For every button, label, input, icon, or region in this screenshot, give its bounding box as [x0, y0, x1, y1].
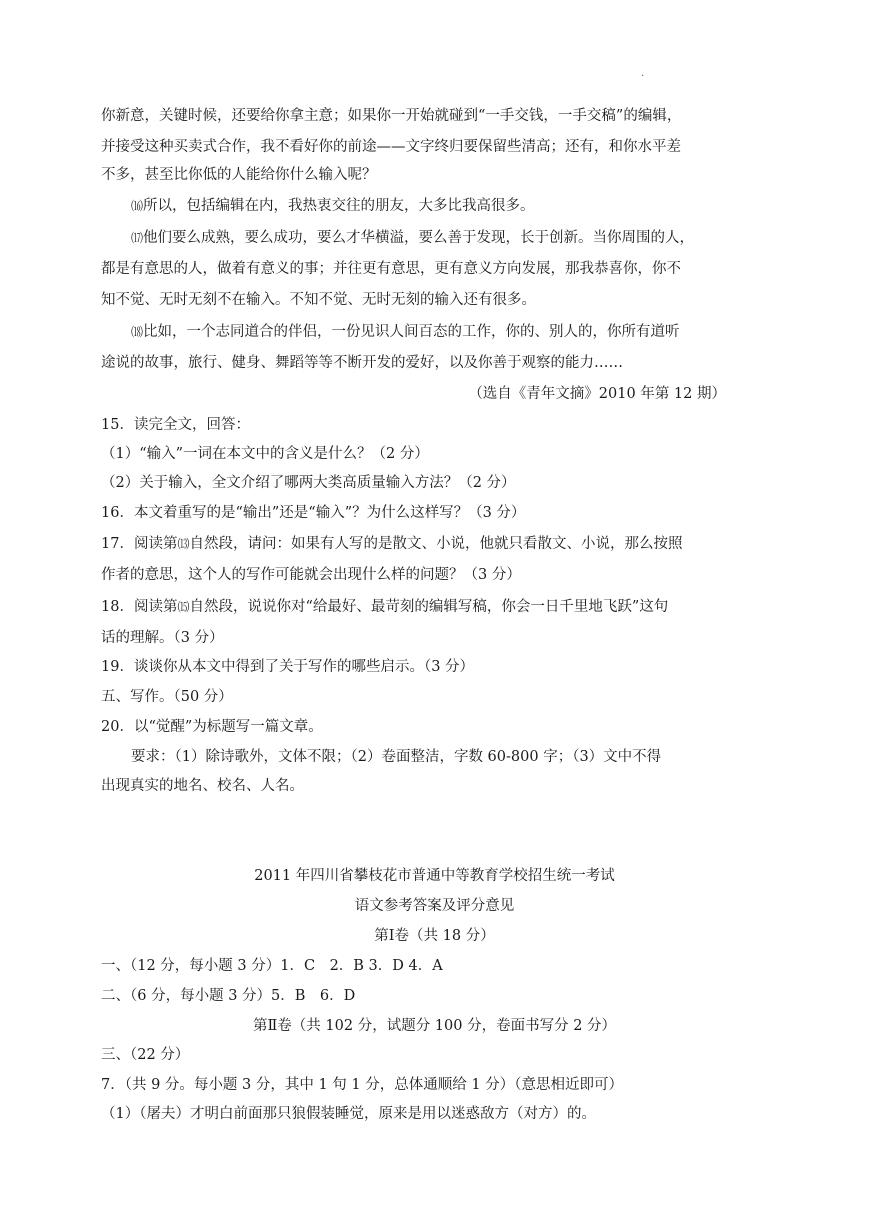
passage-line: 不多，甚至比你低的人能给你什么输入呢？: [101, 167, 377, 183]
question-17: 17．阅读第⒀自然段，请问：如果有人写的是散文、小说，他就只看散文、小说，那么按照: [101, 536, 683, 552]
answer-subtitle: 语文参考答案及评分意见: [354, 898, 515, 914]
question-17-cont: 作者的意思，这个人的写作可能就会出现什么样的问题？（3 分）: [101, 567, 521, 583]
question-16: 16．本文着重写的是“输出”还是“输入”？为什么这样写？（3 分）: [101, 505, 526, 521]
passage-line: 途说的故事，旅行、健身、舞蹈等等不断开发的爱好，以及你善于观察的能力……: [101, 355, 623, 371]
passage-line: 都是有意思的人，做着有意义的事；并往更有意思，更有意义方向发展，那我恭喜你，你不: [101, 261, 681, 277]
passage-line: 并接受这种买卖式合作，我不看好你的前途——文字终归要保留些清高；还有，和你水平差: [101, 139, 681, 155]
passage-line: 知不觉、无时无刻不在输入。不知不觉、无时无刻的输入还有很多。: [101, 292, 536, 308]
writing-requirements: 要求：（1）除诗歌外，文体不限；（2）卷面整洁，字数 60-800 字；（3）文中不得: [131, 749, 662, 765]
question-18: 18．阅读第⒂自然段，说说你对“给最好、最苛刻的编辑写稿，你会一日千里地飞跃”这句: [101, 599, 669, 615]
passage-line: 你新意，关键时候，还要给你拿主意；如果你一开始就碰到“一手交钱，一手交稿”的编辑，: [101, 108, 682, 124]
question-20: 20．以“觉醒”为标题写一篇文章。: [101, 719, 323, 735]
answer-7-1: （1）（屠夫）才明白前面那只狼假装睡觉，原来是用以迷惑敌方（对方）的。: [101, 1106, 596, 1122]
paragraph-18: ⒅比如，一个志同道合的伴侣，一份见识人间百态的工作，你的、别人的，你所有道听: [131, 324, 680, 340]
source-citation: （选自《青年文摘》2010 年第 12 期）: [468, 386, 726, 402]
question-15-2: （2）关于输入，全文介绍了哪两大类高质量输入方法？（2 分）: [101, 475, 516, 491]
part-1-heading: 第Ⅰ卷（共 18 分）: [374, 928, 495, 944]
page-marker: .: [641, 68, 645, 79]
question-15: 15．读完全文，回答：: [101, 417, 250, 433]
question-18-cont: 话的理解。（3 分）: [101, 630, 224, 646]
part-2-heading: 第Ⅱ卷（共 102 分，试题分 100 分，卷面书写分 2 分）: [252, 1018, 617, 1034]
answer-title: 2011 年四川省攀枝花市普通中等教育学校招生统一考试: [254, 868, 615, 884]
paragraph-ref: ⒀: [177, 537, 190, 551]
paragraph-number: ⒃: [131, 199, 144, 213]
question-15-1: （1）“输入”一词在本文中的含义是什么？（2 分）: [101, 446, 429, 462]
paragraph-number: ⒅: [131, 325, 144, 339]
answer-7: 7．（共 9 分。每小题 3 分，其中 1 句 1 分，总体通顺给 1 分）（意思相近即可）: [101, 1077, 623, 1093]
paragraph-ref: ⒂: [177, 600, 190, 614]
paragraph-16: ⒃所以，包括编辑在内，我热衷交往的朋友，大多比我高很多。: [131, 198, 535, 214]
answer-section-1: 一、（12 分，每小题 3 分）1．C 2．B 3．D 4．A: [101, 958, 443, 974]
section-5-heading: 五、写作。（50 分）: [101, 689, 233, 705]
writing-requirements-cont: 出现真实的地名、校名、人名。: [101, 778, 304, 794]
paragraph-number: ⒄: [131, 231, 144, 245]
paragraph-17: ⒄他们要么成熟，要么成功，要么才华横溢，要么善于发现，长于创新。当你周围的人，: [131, 230, 695, 246]
question-19: 19．谈谈你从本文中得到了关于写作的哪些启示。（3 分）: [101, 659, 475, 675]
answer-section-2: 二、（6 分，每小题 3 分）5．B 6．D: [101, 988, 356, 1004]
answer-section-3: 三、（22 分）: [101, 1047, 190, 1063]
